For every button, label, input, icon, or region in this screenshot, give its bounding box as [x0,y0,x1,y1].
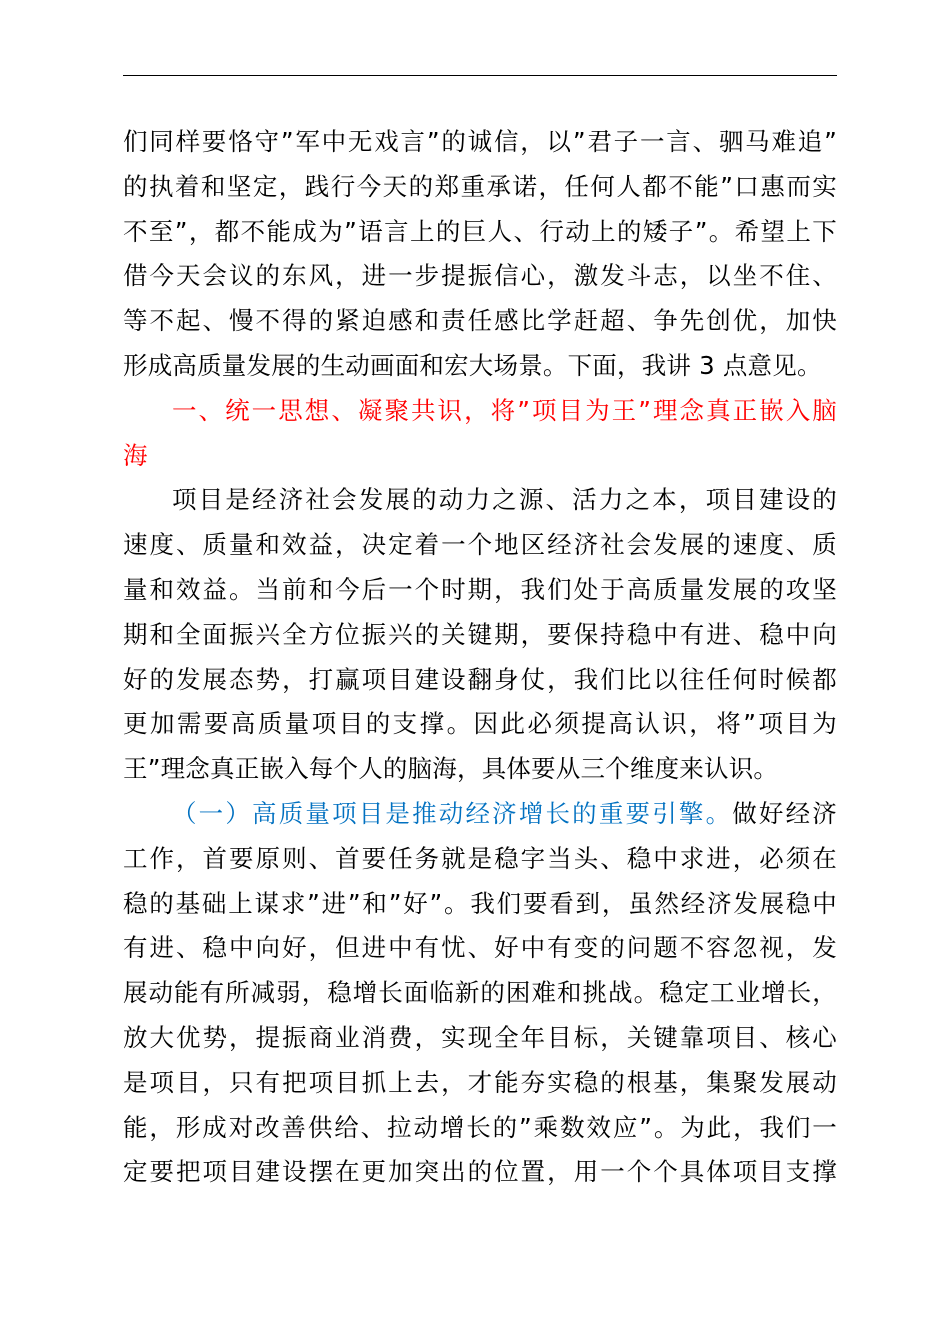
text-line: 有进、稳中向好，但进中有忧、好中有变的问题不容忽视，发 [123,933,837,963]
subheading-1: （一）高质量项目是推动经济增长的重要引擎。 [172,798,733,828]
heading-line: 一、统一思想、凝聚共识，将”项目为王”理念真正嵌入脑 [172,395,837,425]
paragraph-2 [123,792,837,1195]
paragraph-continuation [123,120,837,389]
text-line: 更加需要高质量项目的支撑。因此必须提高认识，将”项目为 [123,709,837,739]
text-line: 放大优势，提振商业消费，实现全年目标，关键靠项目、核心 [123,1022,837,1052]
text-line: 速度、质量和效益，决定着一个地区经济社会发展的速度、质 [123,530,837,560]
document-body [123,120,837,1195]
section-heading-1 [123,389,837,479]
paragraph-1 [123,478,837,792]
text-line: 王”理念真正嵌入每个人的脑海，具体要从三个维度来认识。 [123,754,779,784]
heading-line: 海 [123,440,148,470]
header-rule [123,75,837,76]
text-line: 量和效益。当前和今后一个时期，我们处于高质量发展的攻坚 [123,574,837,604]
text-line: 稳的基础上谋求”进”和”好”。我们要看到，虽然经济发展稳中 [123,888,837,918]
text-line: 不至”，都不能成为”语言上的巨人、行动上的矮子”。希望上下 [123,216,838,246]
text-line: 是项目，只有把项目抓上去，才能夯实稳的根基，集聚发展动 [123,1067,837,1097]
text-line: 借今天会议的东风，进一步提振信心，激发斗志，以坐不住、 [123,261,837,291]
text-line: 展动能有所减弱，稳增长面临新的困难和挑战。稳定工业增长， [123,978,837,1008]
subheading-trailing-text: 做好经济 [732,798,837,828]
text-line: 期和全面振兴全方位振兴的关键期，要保持稳中有进、稳中向 [123,619,837,649]
text-line: 能，形成对改善供给、拉动增长的”乘数效应”。为此，我们一 [123,1112,837,1142]
text-line: 好的发展态势，打赢项目建设翻身仗，我们比以往任何时候都 [123,664,837,694]
text-line: 的执着和坚定，践行今天的郑重承诺，任何人都不能”口惠而实 [123,171,837,201]
text-line [123,792,837,837]
text-line: 项目是经济社会发展的动力之源、活力之本，项目建设的 [172,485,837,515]
text-line: 定要把项目建设摆在更加突出的位置，用一个个具体项目支撑 [123,1157,837,1187]
text-line: 工作，首要原则、首要任务就是稳字当头、稳中求进，必须在 [123,843,837,873]
text-line: 们同样要恪守”军中无戏言”的诚信，以”君子一言、驷马难追” [123,127,837,156]
text-line: 形成高质量发展的生动画面和宏大场景。下面，我讲 3 点意见。 [123,350,822,380]
text-line: 等不起、慢不得的紧迫感和责任感比学赶超、争先创优，加快 [123,306,837,336]
